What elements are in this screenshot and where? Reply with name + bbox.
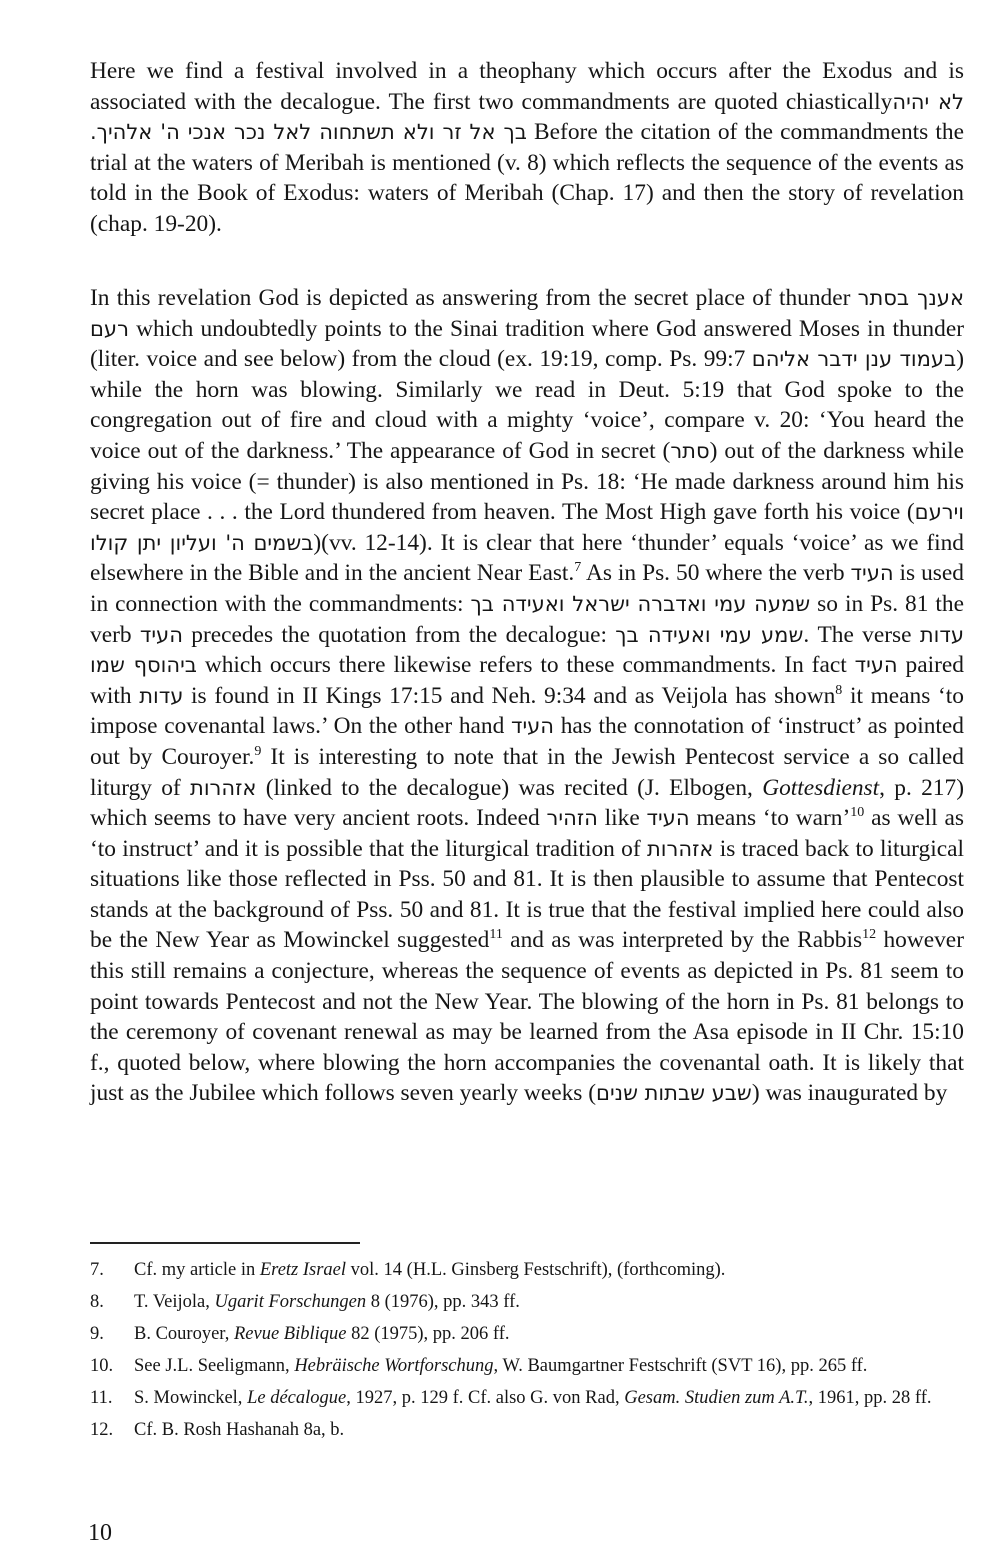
footnote-ref: 10 (850, 805, 865, 821)
hebrew-quote: בעמוד ענן ידבר אליהם (751, 347, 957, 372)
footnotes (90, 1258, 964, 1450)
footnote-text: See J.L. Seeligmann, Hebräische Wortforschung, W. Baumgartner Festschrift (SVT 16), pp. 265 ff. (134, 1356, 868, 1376)
text-run: ) while the horn was blowing. Similarly we read in Deut. 5:19 that God spoke to the congregation out of fire and cloud with a mighty ‘voice’, compare v. 20: ‘You heard the voice out of the darkness.’ The appearance of God in secret ( (90, 346, 964, 464)
paragraph-1 (90, 56, 964, 240)
hebrew-quote: העיד (511, 714, 555, 739)
text-run: paired with (90, 652, 964, 709)
footnote-number: 11. (90, 1388, 113, 1408)
text-run: however this still remains a conjecture, whereas the sequence of events as depicted in Ps. 81 seem to point towards Pentecost and not the New Year. The blowing of the horn in Ps. 81 belongs to the ceremony of covenant renewal as may be learned from the Asa episode in II Chr. 15:10 f., quoted below, where blowing the horn accompanies the covenantal oath. It is likely that just as the Jubilee which follows seven yearly weeks ( (90, 927, 964, 1107)
text-run: . The verse (803, 621, 920, 648)
footnote-number: 12. (90, 1420, 114, 1440)
footnote (90, 1290, 964, 1315)
hebrew-quote: העיד (854, 653, 898, 678)
footnote-text: T. Veijola, Ugarit Forschungen 8 (1976), pp. 343 ff. (134, 1292, 520, 1312)
hebrew-quote: סתר (670, 438, 710, 463)
text-run: which occurs there likewise refers to these commandments. In fact (196, 652, 855, 679)
paragraph-2 (90, 283, 964, 1109)
hebrew-quote: העיד (850, 561, 894, 586)
footnote-number: 9. (90, 1324, 104, 1344)
hebrew-quote: הזהיר (546, 806, 598, 831)
hebrew-quote: עדות ביהוסף שמו (90, 622, 964, 678)
footnote-ref: 9 (254, 744, 262, 760)
footnote-number: 8. (90, 1292, 104, 1312)
footnote-ref: 12 (862, 927, 877, 943)
text-run: as well as ‘to instruct’ and it is possible that the liturgical tradition of (90, 805, 964, 862)
text-run: ) out of the darkness while giving his voice (= thunder) is also mentioned in Ps. 18: ‘He made darkness around him his secret place . . . the Lord thundered from heaven. The Most High gave forth his voice ( (90, 437, 964, 526)
text-run: is used in connection with the commandments: (90, 560, 964, 617)
footnote (90, 1322, 964, 1347)
text-run: ) was inaugurated by (751, 1080, 948, 1107)
page-number: 10 (88, 1520, 112, 1546)
footnote-number: 10. (90, 1356, 114, 1376)
footnote-divider (90, 1242, 360, 1244)
footnote-ref: 8 (835, 682, 843, 698)
footnote-text: Cf. my article in Eretz Israel vol. 14 (H.L. Ginsberg Festschrift), (forthcoming). (134, 1260, 726, 1280)
hebrew-quote: לא יהיה בך אל זר ולא תשתחוה לאל נכר אנכי ה' אלהיך. (90, 89, 964, 145)
footnote (90, 1258, 964, 1283)
hebrew-quote: אענך בסתר רעם (90, 286, 964, 341)
footnote-text: B. Couroyer, Revue Biblique 82 (1975), pp. 206 ff. (134, 1324, 510, 1344)
hebrew-quote: שמע עמי ואעידה בך (615, 622, 804, 647)
text-run: (linked to the decalogue) was recited (J. Elbogen, (256, 774, 763, 801)
cited-title: Gottesdienst (762, 774, 880, 801)
hebrew-quote: עדות (139, 683, 184, 708)
text-run: it means ‘to impose covenantal laws.’ On the other hand (90, 682, 965, 740)
text-run: It is interesting to note that in the Jewish Pentecost service a so called liturgy of (90, 743, 964, 801)
hebrew-quote: שבע שבתות שנים (596, 1081, 752, 1106)
text-run: As in Ps. 50 where the verb (581, 560, 851, 587)
footnote-ref: 7 (574, 560, 582, 576)
text-run: is traced back to liturgical situations like those reflected in Pss. 50 and 81. It is then plausible to assume that Pentecost stands at the background of Pss. 50 and 81. It is true that the festival implied here could also be the New Year as Mowinckel suggested (90, 835, 964, 954)
text-run: Here we find a festival involved in a theophany which occurs after the Exodus and is associated with the decalogue. The first two commandments are quoted chiastically (90, 58, 964, 115)
text-run: In this revelation God is depicted as answering from the secret place of thunder (90, 285, 858, 311)
text-run: which undoubtedly points to the Sinai tradition where God answered Moses in thunder (liter. voice and see below) from the cloud (ex. 19:19, comp. Ps. 99:7 (90, 315, 964, 373)
hebrew-quote: אזהרות (190, 775, 257, 800)
text-run: has the connotation of ‘instruct’ as pointed out by Couroyer. (90, 713, 964, 770)
footnote-number: 7. (90, 1260, 104, 1280)
footnote (90, 1386, 964, 1411)
text-run: is found in II Kings 17:15 and Neh. 9:34 and as Veijola has shown (183, 682, 836, 709)
hebrew-quote: שמעה עמי ואדברה ישראל ואעידה בך (470, 591, 811, 616)
text-run: precedes the quotation from the decalogue: (182, 621, 616, 648)
text-run: like (597, 805, 647, 832)
hebrew-quote: אזהרות (646, 836, 714, 861)
text-run: means ‘to warn’ (689, 805, 851, 832)
hebrew-quote: העיד (646, 806, 690, 831)
text-run: )(vv. 12-14). It is clear that here ‘thunder’ equals ‘voice’ as we find elsewhere in the Bible and in the ancient Near East. (90, 529, 964, 587)
footnote (90, 1354, 964, 1379)
text-run: so in Ps. 81 the verb (90, 590, 965, 648)
footnote-text: S. Mowinckel, Le décalogue, 1927, p. 129 f. Cf. also G. von Rad, Gesam. Studien zum A.T., 1961, pp. 28 ff. (134, 1388, 932, 1408)
footnote-ref: 11 (489, 927, 503, 943)
text-run: Before the citation of the commandments the trial at the waters of Meribah is mentioned (v. 8) which reflects the sequence of the events as told in the Book of Exodus: waters of Meribah (Chap. 17) and then the story of revelation (chap. 19-20). (90, 119, 965, 237)
text-run: , p. 217) which seems to have very ancient roots. Indeed (90, 774, 964, 832)
hebrew-quote: העיד (139, 622, 183, 647)
hebrew-quote: וירעם בשמים ה' ועליון יתן קולו (90, 500, 964, 555)
text-run: and as was interpreted by the Rabbis (502, 927, 863, 954)
footnote (90, 1418, 964, 1443)
footnote-text: Cf. B. Rosh Hashanah 8a, b. (134, 1420, 345, 1440)
